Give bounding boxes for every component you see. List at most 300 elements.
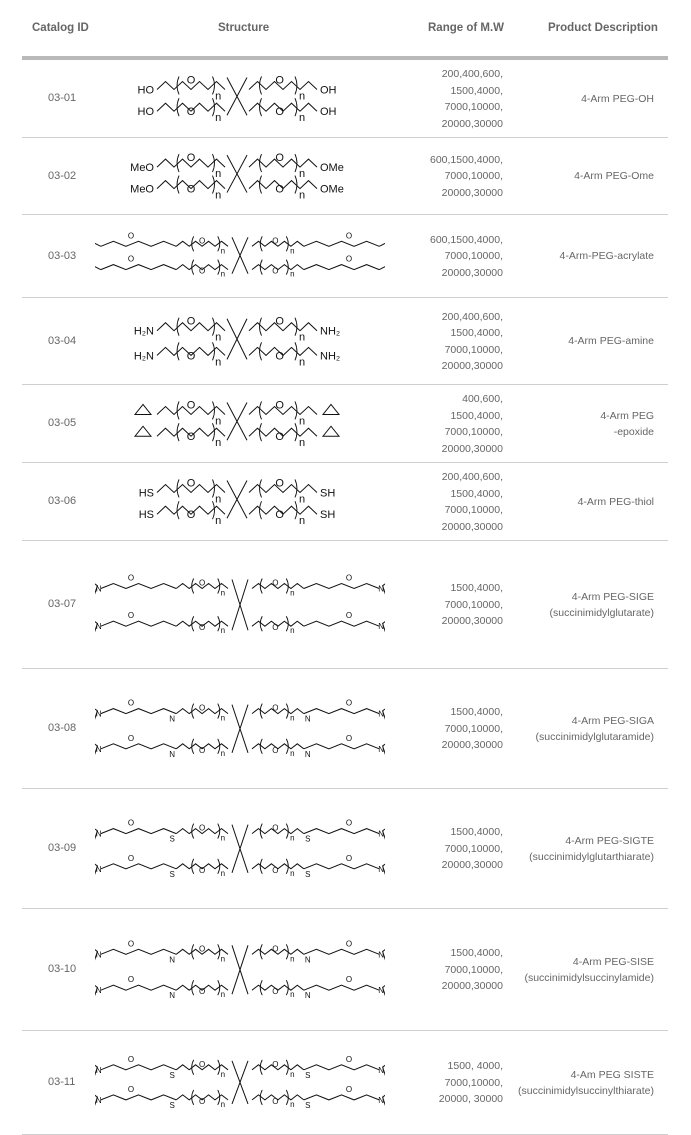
mw-range-line: 7000,10000, — [444, 963, 503, 976]
linker-left — [101, 1065, 176, 1070]
nitrogen-label: N — [378, 744, 385, 754]
linker-left — [101, 621, 176, 626]
mw-range-line: 20000,30000 — [441, 442, 503, 455]
mw-range-line: 7000,10000, — [444, 504, 503, 516]
mw-range-line: 1500, 4000, — [447, 1060, 503, 1073]
end-group-left: HS — [138, 509, 154, 522]
carbonyl-o-label: O — [127, 733, 135, 743]
repeat-n-label: n — [220, 833, 226, 843]
linker-left — [101, 985, 176, 990]
end-group-left: HS — [138, 487, 154, 500]
repeat-n-label: n — [215, 493, 222, 506]
linker-right — [304, 265, 379, 270]
oxygen-label: O — [275, 152, 284, 165]
vinyl-bond — [379, 265, 385, 270]
mw-range — [430, 152, 503, 202]
end-group-right: OH — [320, 84, 337, 97]
repeat-n-label: n — [220, 748, 226, 758]
oxygen-label: O — [198, 1096, 206, 1106]
mw-range — [442, 469, 503, 535]
repeat-n-label: n — [290, 246, 295, 256]
product-description — [536, 713, 654, 746]
carbonyl-o-label: O — [345, 1054, 353, 1064]
carbonyl-o-label: O — [345, 231, 353, 241]
repeat-n-label: n — [298, 331, 306, 344]
table-row — [0, 463, 691, 541]
repeat-n-label: n — [220, 246, 226, 256]
epoxide-ring — [323, 404, 339, 414]
header-structure: Structure — [218, 22, 270, 34]
linker-left — [101, 265, 176, 270]
structure-drawing — [112, 303, 362, 380]
oxygen-label: O — [198, 266, 206, 276]
oxygen-label: O — [272, 865, 279, 875]
table-header — [0, 0, 691, 56]
mw-range-line: 200,400,600, — [441, 310, 503, 323]
repeat-n-label: n — [290, 588, 295, 598]
repeat-n-label: n — [215, 437, 222, 450]
structure-drawing — [95, 674, 385, 784]
chemical-structure — [95, 220, 385, 293]
carbonyl-o-label: O — [127, 254, 135, 264]
mw-range-line: 20000,30000 — [441, 520, 503, 533]
catalog-id: 03-01 — [48, 92, 77, 104]
catalog-id: 03-07 — [48, 598, 77, 610]
vinyl-bond — [95, 265, 101, 270]
table-row — [0, 215, 691, 298]
oxygen-label: O — [198, 745, 206, 755]
structure-drawing — [112, 468, 362, 536]
amide-n-label: N — [304, 749, 311, 759]
repeat-n-label: n — [290, 713, 295, 723]
product-description — [559, 248, 654, 265]
repeat-n-label: n — [290, 269, 295, 279]
repeat-n-label: n — [298, 493, 306, 506]
product-description-line: 4-Arm-PEG-acrylate — [559, 250, 654, 263]
catalog-id: 03-11 — [48, 1076, 76, 1088]
catalog-id: 03-09 — [48, 842, 77, 854]
catalog-id: 03-10 — [48, 963, 77, 975]
nitrogen-label: N — [95, 1095, 102, 1105]
carbonyl-o-label: O — [127, 573, 135, 583]
end-group-right: NH₂ — [320, 325, 341, 338]
linker-right — [304, 621, 379, 626]
linker-left — [101, 864, 176, 869]
nitrogen-label: N — [378, 709, 385, 719]
linker-left — [101, 584, 176, 589]
structure-drawing — [95, 1036, 385, 1130]
oxygen-label: O — [272, 944, 279, 954]
mw-range — [442, 66, 503, 132]
oxygen-label: O — [186, 315, 196, 328]
table-row — [0, 60, 691, 138]
product-description — [529, 833, 654, 866]
nitrogen-label: N — [95, 950, 102, 960]
carbonyl-o-label: O — [345, 573, 353, 583]
product-description-line: (succinimidylglutarate) — [549, 607, 654, 619]
oxygen-label: O — [198, 236, 206, 246]
mw-range-line: 7000,10000, — [444, 426, 503, 438]
mw-range-line: 1500,4000, — [450, 487, 503, 500]
epoxide-ring — [323, 426, 339, 436]
table-row — [0, 669, 691, 789]
repeat-n-label: n — [220, 588, 226, 598]
mw-range-line: 600,1500,4000, — [430, 233, 503, 246]
repeat-n-label: n — [298, 437, 306, 450]
oxygen-label: O — [275, 477, 284, 490]
table-row — [0, 138, 691, 215]
epoxide-ring — [135, 426, 151, 436]
catalog-id: 03-04 — [48, 334, 77, 347]
table-row — [0, 298, 691, 385]
amide-n-label: N — [169, 714, 176, 724]
mw-range-line: 20000,30000 — [441, 859, 503, 872]
mw-range-line: 7000,10000, — [444, 101, 503, 113]
product-description-line: 4-Arm PEG-OH — [581, 92, 654, 105]
oxygen-label: O — [198, 703, 206, 713]
repeat-n-label: n — [290, 626, 295, 636]
oxygen-label: O — [275, 399, 284, 412]
repeat-n-label: n — [220, 990, 226, 1000]
nitrogen-label: N — [95, 622, 102, 632]
sulfur-label: S — [169, 834, 175, 844]
end-group-right: NH₂ — [320, 350, 341, 363]
product-description-line: 4-Arm PEG-SIGTE — [565, 834, 654, 847]
product-description — [550, 589, 654, 622]
oxygen-label: O — [275, 350, 284, 363]
end-group-left: MeO — [130, 162, 154, 175]
carbonyl-o-label: O — [127, 853, 135, 863]
mw-range-line: 7000,10000, — [444, 722, 503, 735]
nitrogen-label: N — [378, 1095, 385, 1105]
carbonyl-o-label: O — [127, 1054, 135, 1064]
repeat-n-label: n — [215, 331, 222, 344]
structure-drawing — [112, 143, 362, 210]
catalog-id: 03-02 — [48, 169, 77, 182]
mw-range-line: 600,1500,4000, — [430, 153, 503, 166]
chemical-structure — [95, 794, 385, 904]
repeat-n-label: n — [220, 713, 226, 723]
oxygen-label: O — [198, 623, 206, 633]
amide-n-label: N — [169, 749, 176, 759]
nitrogen-label: N — [378, 622, 385, 632]
oxygen-label: O — [198, 865, 206, 875]
repeat-n-label: n — [298, 90, 306, 103]
oxygen-label: O — [186, 74, 196, 87]
product-description-line: 4-Am PEG SISTE — [570, 1068, 654, 1081]
oxygen-label: O — [272, 266, 279, 276]
product-description — [578, 494, 654, 511]
linker-left — [101, 744, 176, 749]
mw-range-line: 1500,4000, — [450, 826, 503, 839]
sulfur-label: S — [169, 1100, 175, 1110]
oxygen-label: O — [198, 944, 206, 954]
nitrogen-label: N — [95, 744, 102, 754]
product-description — [581, 91, 654, 108]
product-description — [518, 1067, 654, 1100]
linker-left — [101, 949, 176, 954]
carbonyl-o-label: O — [345, 939, 353, 949]
product-description-line: 4-Arm PEG — [600, 409, 654, 422]
catalog-id: 03-03 — [48, 249, 77, 262]
mw-range — [442, 704, 503, 754]
linker-right — [304, 584, 379, 589]
repeat-n-label: n — [298, 112, 306, 125]
repeat-n-label: n — [298, 356, 306, 369]
chemical-structure — [95, 546, 385, 664]
repeat-n-label: n — [215, 515, 222, 528]
oxygen-label: O — [186, 350, 196, 363]
oxygen-label: O — [272, 823, 279, 833]
linker-right — [304, 1095, 379, 1100]
repeat-n-label: n — [220, 954, 226, 964]
product-description-line: 4-Arm PEG-SISE — [572, 955, 654, 968]
linker-left — [101, 709, 176, 714]
table-row — [0, 789, 691, 909]
header-range: Range of M.W — [428, 22, 505, 34]
oxygen-label: O — [275, 509, 284, 522]
mw-range-line: 20000,30000 — [441, 186, 503, 199]
nitrogen-label: N — [95, 986, 102, 996]
end-group-right: OMe — [320, 183, 344, 196]
end-group-left: MeO — [130, 183, 154, 196]
carbonyl-o-label: O — [127, 939, 135, 949]
oxygen-label: O — [198, 578, 206, 588]
carbonyl-o-label: O — [345, 698, 353, 708]
end-group-left: H₂N — [133, 325, 154, 338]
mw-range-line: 1500,4000, — [450, 409, 503, 422]
structure-drawing — [95, 794, 385, 904]
oxygen-label: O — [186, 183, 196, 196]
nitrogen-label: N — [378, 829, 385, 839]
oxygen-label: O — [272, 987, 279, 997]
repeat-n-label: n — [290, 868, 295, 878]
catalog-id: 03-08 — [48, 722, 77, 734]
oxygen-label: O — [186, 106, 196, 119]
repeat-n-label: n — [215, 168, 222, 181]
repeat-n-label: n — [290, 833, 295, 843]
mw-range-line: 200,400,600, — [441, 68, 503, 80]
linker-right — [304, 241, 379, 246]
catalog-id: 03-06 — [48, 495, 77, 507]
mw-range-line: 1500,4000, — [450, 327, 503, 339]
oxygen-label: O — [275, 74, 284, 87]
sulfur-label: S — [305, 869, 311, 879]
header-catalog-id: Catalog ID — [32, 22, 89, 34]
nitrogen-label: N — [95, 584, 102, 594]
mw-range-line: 1500,4000, — [450, 84, 503, 97]
product-description-line: (succinimidylsuccinylamide) — [524, 972, 654, 984]
chemical-structure — [112, 65, 362, 133]
oxygen-label: O — [275, 106, 284, 119]
structure-drawing — [112, 65, 362, 133]
end-group-right: OH — [320, 106, 337, 119]
mw-range — [442, 391, 503, 457]
linker-left — [101, 829, 176, 834]
linker-right — [304, 985, 379, 990]
table-row — [0, 909, 691, 1031]
oxygen-label: O — [272, 703, 279, 713]
table-row — [0, 1031, 691, 1135]
structure-drawing — [95, 914, 385, 1026]
carbonyl-o-label: O — [345, 733, 353, 743]
chemical-structure — [112, 468, 362, 536]
linker-right — [304, 949, 379, 954]
product-description-line: (succinimidylglutaramide) — [535, 731, 654, 743]
amide-n-label: N — [169, 991, 176, 1001]
repeat-n-label: n — [290, 748, 295, 758]
mw-range-line: 1500,4000, — [450, 582, 503, 595]
mw-range — [439, 1058, 503, 1108]
chemical-structure — [95, 1036, 385, 1130]
carbonyl-o-label: O — [345, 254, 353, 264]
mw-range-line: 20000,30000 — [441, 117, 503, 130]
carbonyl-o-label: O — [127, 611, 135, 621]
end-group-right: SH — [320, 487, 336, 500]
oxygen-label: O — [275, 431, 284, 444]
product-description-line: 4-Arm PEG-Ome — [574, 170, 654, 183]
structure-drawing — [95, 546, 385, 664]
nitrogen-label: N — [95, 829, 102, 839]
oxygen-label: O — [198, 987, 206, 997]
product-description-line: (succinimidylglutarthiarate) — [529, 851, 654, 863]
product-description — [600, 408, 654, 441]
mw-range-line: 20000,30000 — [441, 980, 503, 993]
product-description — [574, 168, 654, 185]
repeat-n-label: n — [215, 112, 222, 125]
epoxide-ring — [135, 404, 151, 414]
carbonyl-o-label: O — [345, 611, 353, 621]
end-group-right: OMe — [320, 162, 344, 175]
sulfur-label: S — [169, 869, 175, 879]
product-description — [524, 954, 654, 987]
oxygen-label: O — [272, 1059, 279, 1069]
mw-range-line: 1500,4000, — [450, 706, 503, 719]
oxygen-label: O — [186, 399, 196, 412]
mw-range-line: 7000,10000, — [444, 842, 503, 855]
product-description-line: 4-Arm PEG-SIGA — [571, 714, 654, 727]
repeat-n-label: n — [298, 189, 306, 202]
repeat-n-label: n — [220, 1069, 226, 1079]
nitrogen-label: N — [95, 709, 102, 719]
linker-right — [304, 744, 379, 749]
mw-range — [430, 232, 503, 282]
vinyl-bond — [379, 241, 385, 246]
repeat-n-label: n — [215, 189, 222, 202]
repeat-n-label: n — [220, 868, 226, 878]
carbonyl-o-label: O — [345, 1084, 353, 1094]
oxygen-label: O — [272, 236, 279, 246]
repeat-n-label: n — [290, 1099, 295, 1109]
product-description-line: -epoxide — [613, 426, 654, 438]
vinyl-bond — [95, 241, 101, 246]
linker-right — [304, 864, 379, 869]
oxygen-label: O — [186, 477, 196, 490]
sulfur-label: S — [305, 1100, 311, 1110]
end-group-right: SH — [320, 509, 336, 522]
table-row — [0, 541, 691, 669]
mw-range-line: 200,400,600, — [441, 471, 503, 483]
linker-left — [101, 1095, 176, 1100]
product-description-line: 4-Arm PEG-thiol — [577, 495, 654, 508]
mw-range-line: 20000,30000 — [441, 739, 503, 752]
nitrogen-label: N — [378, 986, 385, 996]
mw-range-line: 7000,10000, — [444, 1076, 503, 1089]
mw-range — [442, 824, 503, 874]
linker-right — [304, 709, 379, 714]
repeat-n-label: n — [298, 415, 306, 428]
end-group-left: H₂N — [133, 350, 154, 363]
end-group-left: HO — [137, 84, 154, 97]
repeat-n-label: n — [215, 356, 222, 369]
repeat-n-label: n — [290, 1069, 295, 1079]
mw-range-line: 7000,10000, — [444, 250, 503, 263]
chemical-structure — [112, 303, 362, 380]
repeat-n-label: n — [298, 515, 306, 528]
product-description-line: 4-Arm PEG-amine — [568, 335, 654, 348]
nitrogen-label: N — [378, 864, 385, 874]
mw-range-line: 7000,10000, — [444, 170, 503, 183]
repeat-n-label: n — [290, 954, 295, 964]
mw-range-line: 1500,4000, — [450, 947, 503, 960]
header-description: Product Description — [548, 22, 658, 34]
oxygen-label: O — [272, 578, 279, 588]
mw-range-line: 400,600, — [462, 393, 503, 405]
amide-n-label: N — [304, 991, 311, 1001]
sulfur-label: S — [305, 834, 311, 844]
carbonyl-o-label: O — [345, 853, 353, 863]
mw-range-line: 7000,10000, — [444, 598, 503, 611]
oxygen-label: O — [186, 152, 196, 165]
chemical-structure — [112, 390, 362, 458]
structure-drawing — [112, 390, 362, 458]
mw-range — [442, 309, 503, 375]
amide-n-label: N — [304, 714, 311, 724]
carbonyl-o-label: O — [127, 698, 135, 708]
mw-range — [442, 580, 503, 630]
oxygen-label: O — [186, 431, 196, 444]
carbonyl-o-label: O — [127, 231, 135, 241]
nitrogen-label: N — [378, 1065, 385, 1075]
oxygen-label: O — [272, 745, 279, 755]
repeat-n-label: n — [215, 415, 222, 428]
oxygen-label: O — [186, 509, 196, 522]
oxygen-label: O — [275, 315, 284, 328]
table-row — [0, 385, 691, 463]
linker-left — [101, 241, 176, 246]
linker-right — [304, 829, 379, 834]
repeat-n-label: n — [220, 626, 226, 636]
oxygen-label: O — [198, 823, 206, 833]
nitrogen-label: N — [95, 1065, 102, 1075]
mw-range-line: 7000,10000, — [444, 343, 503, 356]
product-description-line: 4-Arm PEG-SIGE — [571, 590, 654, 603]
repeat-n-label: n — [215, 90, 222, 103]
mw-range-line: 20000,30000 — [441, 266, 503, 279]
mw-range-line: 20000, 30000 — [438, 1093, 503, 1106]
chemical-structure — [95, 674, 385, 784]
chemical-structure — [112, 143, 362, 210]
oxygen-label: O — [198, 1059, 206, 1069]
end-group-left: HO — [137, 106, 154, 119]
catalog-id: 03-05 — [48, 417, 77, 429]
repeat-n-label: n — [298, 168, 306, 181]
oxygen-label: O — [275, 183, 284, 196]
repeat-n-label: n — [220, 269, 226, 279]
mw-range — [442, 945, 503, 995]
sulfur-label: S — [305, 1070, 311, 1080]
mw-range-line: 20000,30000 — [441, 360, 503, 372]
